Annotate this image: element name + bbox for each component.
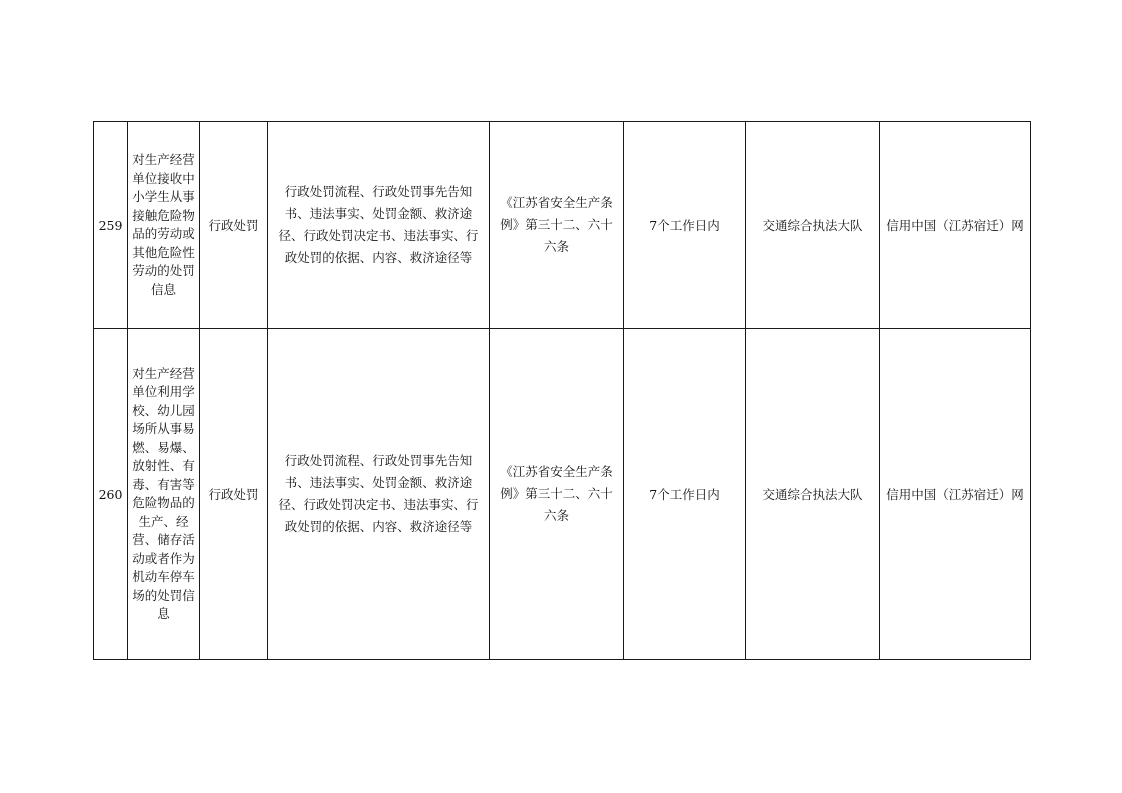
legal-basis-cell: 《江苏省安全生产条例》第三十二、六十六条 <box>490 329 624 660</box>
category-cell: 行政处罚 <box>200 122 268 329</box>
content-cell: 行政处罚流程、行政处罚事先告知书、违法事实、处罚金额、救济途径、行政处罚决定书、违法事实、行政处罚的依据、内容、救济途径等 <box>268 122 490 329</box>
row-number: 259 <box>94 122 128 329</box>
channel-cell: 信用中国（江苏宿迁）网 <box>880 329 1031 660</box>
table-row <box>94 329 1031 660</box>
item-name-cell <box>128 122 200 329</box>
item-name-cell <box>128 329 200 660</box>
disclosure-table <box>93 121 1031 660</box>
department-cell: 交通综合执法大队 <box>746 329 880 660</box>
time-limit-cell: 7个工作日内 <box>624 122 746 329</box>
item-name: 对生产经营单位利用学校、幼儿园场所从事易燃、易爆、放射性、有毒、有害等危险物品的生产、经营、储存活动或者作为机动车停车场的处罚信息 <box>132 365 195 621</box>
category-cell: 行政处罚 <box>200 329 268 660</box>
table-row <box>94 122 1031 329</box>
time-limit-cell: 7个工作日内 <box>624 329 746 660</box>
department-cell: 交通综合执法大队 <box>746 122 880 329</box>
item-name: 对生产经营单位接收中小学生从事接触危险物品的劳动或其他危险性劳动的处罚信息 <box>132 152 195 297</box>
legal-basis-cell: 《江苏省安全生产条例》第三十二、六十六条 <box>490 122 624 329</box>
content-cell: 行政处罚流程、行政处罚事先告知书、违法事实、处罚金额、救济途径、行政处罚决定书、违法事实、行政处罚的依据、内容、救济途径等 <box>268 329 490 660</box>
row-number: 260 <box>94 329 128 660</box>
channel-cell: 信用中国（江苏宿迁）网 <box>880 122 1031 329</box>
